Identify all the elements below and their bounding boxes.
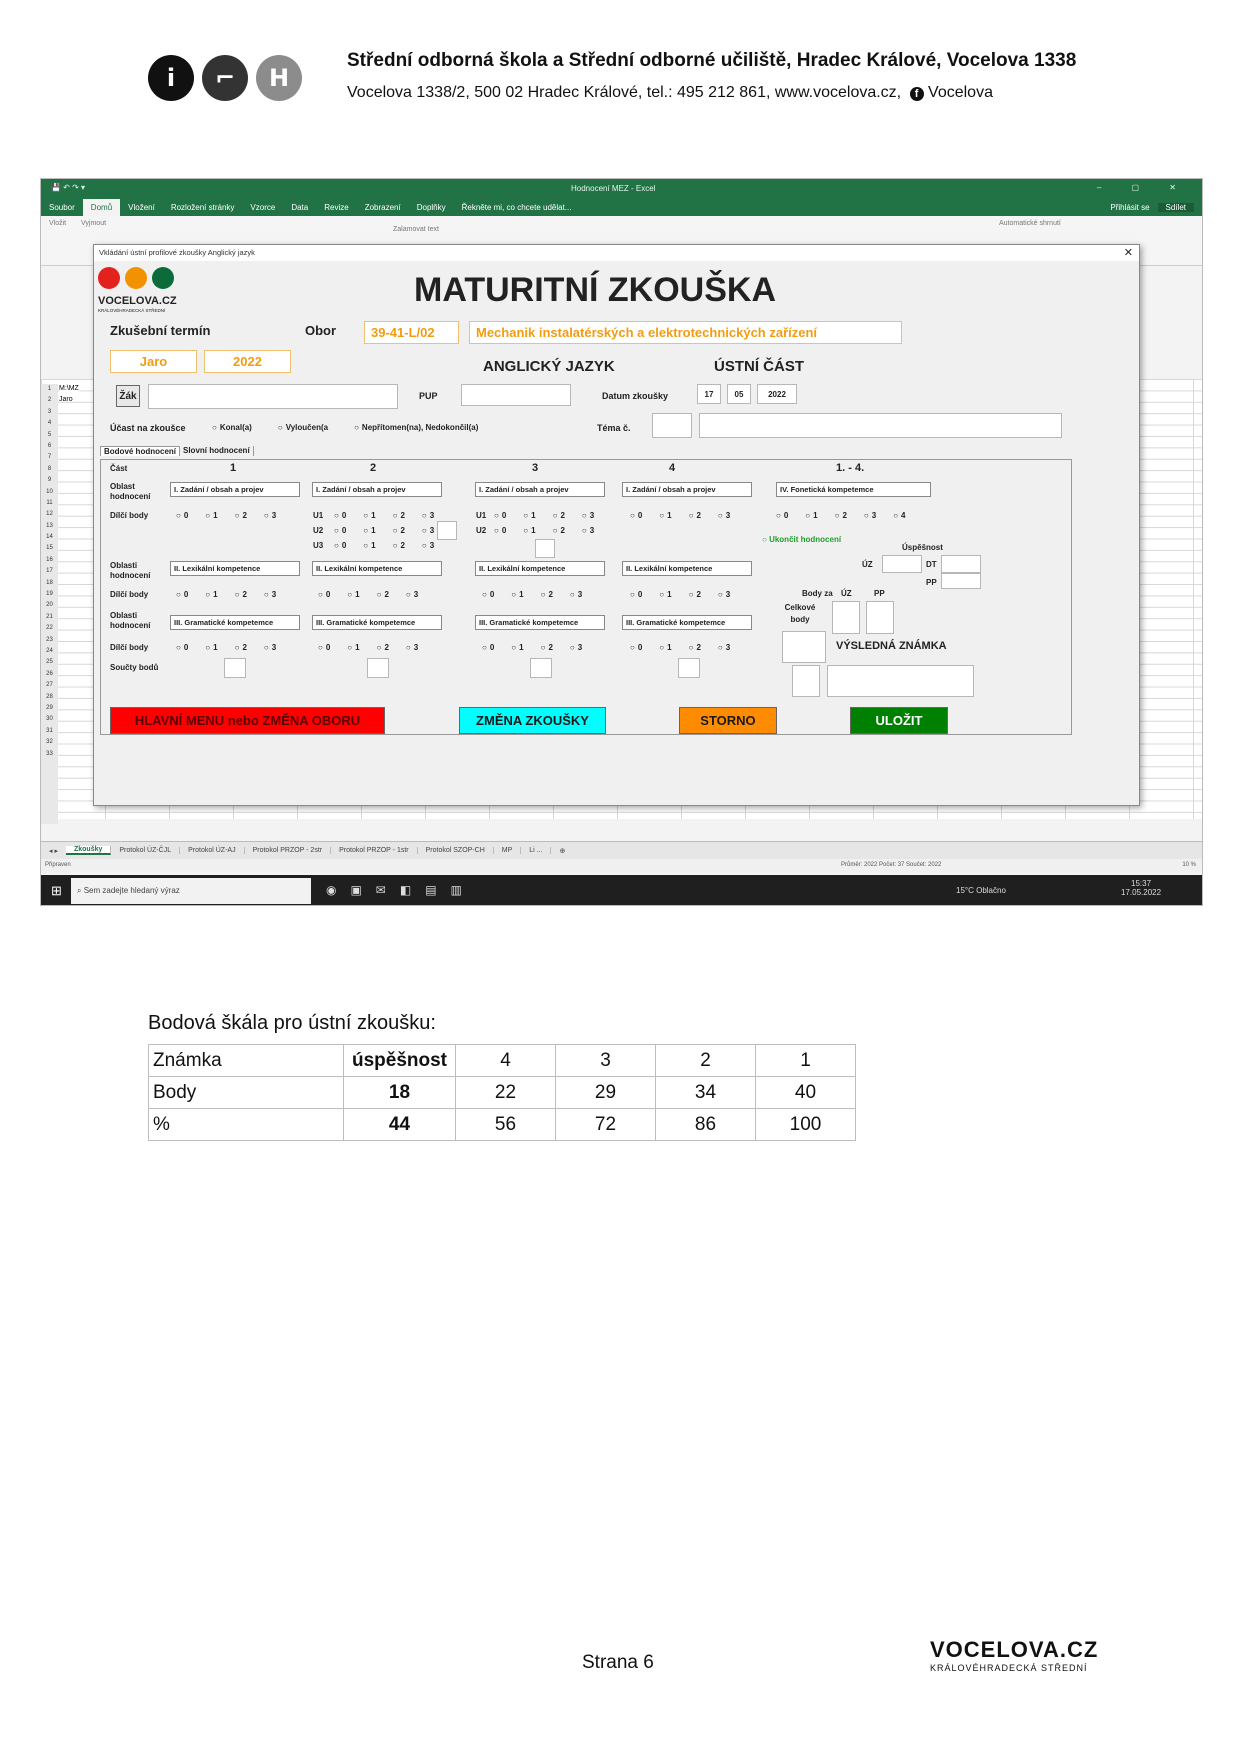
close-icon[interactable]: ✕	[1123, 247, 1133, 259]
area1-part4: I. Zadání / obsah a projev	[622, 482, 752, 497]
logo-green-circle	[152, 267, 174, 289]
add-sheet-icon[interactable]: ⊕	[559, 847, 566, 855]
weather-widget[interactable]: 15°C Oblačno	[956, 886, 1006, 895]
scores-a2-p4: ○ 0 ○ 1 ○ 2 ○ 3	[630, 590, 730, 599]
menu-rozlozeni[interactable]: Rozložení stránky	[170, 203, 235, 212]
form-tabs	[100, 446, 254, 456]
row-number[interactable]: 29	[46, 704, 53, 711]
part-1-header: 1	[230, 462, 237, 474]
part-4-header: 4	[669, 462, 676, 474]
u-total-p2[interactable]	[437, 521, 457, 540]
window-controls[interactable]: – ▢ ✕	[1096, 183, 1190, 192]
tema-label: Téma č.	[597, 423, 631, 433]
body-pp-label: PP	[874, 589, 885, 598]
vysledna-text-field[interactable]	[827, 665, 974, 697]
zak-field[interactable]	[148, 384, 398, 409]
area4-box: IV. Fonetická kompetemce	[776, 482, 931, 497]
scores-a3-p1: ○ 0 ○ 1 ○ 2 ○ 3	[176, 643, 276, 652]
form-caption: Vkládání ústní profilové zkoušky Anglický jazyk	[94, 245, 1139, 261]
tab-bodove[interactable]: Bodové hodnocení	[100, 446, 180, 456]
tell-me-input[interactable]: Řekněte mi, co chcete udělat...	[461, 203, 572, 212]
zak-button[interactable]: Žák	[116, 385, 140, 407]
taskbar-search-input[interactable]: ⌕ Sem zadejte hledaný výraz	[71, 878, 311, 904]
part-3-header: 3	[532, 462, 539, 474]
cell-a2[interactable]: Jaro	[59, 396, 73, 403]
sheet-tab[interactable]: Li ...	[521, 847, 551, 854]
dilci-label-3: Dílčí body	[110, 643, 149, 652]
facebook-icon: f	[910, 87, 924, 101]
row-number[interactable]: 17	[46, 568, 53, 575]
oblasti-label-2: Oblasti hodnocení	[110, 561, 151, 580]
area3-part2: III. Gramatické kompetemce	[312, 615, 442, 630]
scores-a1-p2: ○ 0 ○ 1 ○ 2 ○ 3 ○ 0 ○ 1 ○ 2 ○ 3 ○ 0 ○ 1 ○ 2 ○ 3	[334, 508, 434, 553]
menu-domu[interactable]: Domů	[83, 199, 120, 216]
part-label: ÚSTNÍ ČÁST	[714, 358, 804, 375]
area1-part3: I. Zadání / obsah a projev	[475, 482, 605, 497]
subject-label: ANGLICKÝ JAZYK	[483, 358, 615, 375]
scale-caption: Bodová škála pro ústní zkoušku:	[148, 1012, 436, 1034]
vysledna-number-field[interactable]	[792, 665, 820, 697]
menu-vlozeni[interactable]: Vložení	[128, 203, 155, 212]
row-number[interactable]: 27	[46, 682, 53, 689]
sheet-tab[interactable]: MP	[494, 847, 522, 854]
userform-maturitni-zkouska: Vkládání ústní profilové zkoušky Anglický jazyk ✕ VOCELOVA.CZ KRÁLOVÉHRADECKÁ STŘEDNÍ MATURITNÍ ZKOUŠKA Zkušební termín Obor 39-41-L/02 Mechanik instalatérských a elektrotechnických zařízení Jaro 2022 ANGLICKÝ JAZYK ÚSTNÍ ČÁST Žák PUP Datum zkoušky 17 05 2022 Účast na zkoušce ○ Konal(a) ○ Vyloučen(a ○ Nepřítomen(na), Nedokončil(a) Téma č. Bodové hodnocení Slovní hodnocení Část Oblast hodnocení Dílčí body Oblasti hodnocení Dílčí body Oblasti hodnocení Dílčí body Součty bodů 1 2 3 4 1. - 4. I. Zadání / obsah a projev I. Zadání / obsah a projev I. Zadání / obsah a projev I. Zadání / obsah a projev IV. Fonetická kompetemce ○ 0 ○ 1 ○ 2 ○ 3 U1 U2 U3 ○ 0 ○ 1 ○ 2 ○ 3 ○ 0 ○ 1 ○ 2 ○ 3 ○ 0 ○ 1 ○ 2 ○ 3 U1 U2 ○ 0 ○ 1 ○ 2 ○ 3 ○ 0 ○ 1 ○ 2 ○ 3 ○ 0 ○ 1 ○ 2 ○ 3 ○ 0 ○ 1 ○ 2 ○ 3 ○ 4 ○ Ukončit hodnocení Úspěšnost ÚZ DT PP II. Lexikální kompetence II. Lexikální kompetence II. Lexikální kompetence II. Lexikální kompetence ○ 0 ○ 1 ○ 2 ○ 3 ○ 0 ○ 1 ○ 2 ○ 3 ○ 0 ○ 1 ○ 2 ○ 3 ○ 0 ○ 1 ○ 2 ○ 3 Body za ÚZ PP Celkové body VÝSLEDNÁ ZNÁMKA III. Gramatické kompetemce III. Gramatické kompetemce III. Gramatické kompetemce III. Gramatické kompetemce ○ 0 ○ 1 ○ 2 ○ 3 ○ 0 ○ 1 ○ 2 ○ 3 ○ 0 ○ 1 ○ 2 ○ 3 ○ 0 ○ 1 ○ 2 ○ 3 HLAVNÍ MENU nebo ZMĚNA OBORU ZMĚNA ZKOUŠKY STORNO ULOŽIT	[93, 244, 1140, 806]
logo-circle-h: H	[256, 55, 302, 101]
row-number[interactable]: 9	[47, 477, 52, 484]
sheet-tabs	[41, 841, 1202, 859]
row-number[interactable]: 7	[47, 454, 52, 461]
celkove-body-label: Celkové body	[784, 603, 816, 624]
excel-title-bar: 💾 ↶ ↷ ▾ Hodnocení MEZ - Excel – ▢ ✕	[41, 179, 1202, 199]
excel-screenshot	[40, 178, 1203, 906]
logo-red-circle	[98, 267, 120, 289]
menu-vzorce[interactable]: Vzorce	[250, 203, 276, 212]
main-menu-button[interactable]: HLAVNÍ MENU nebo ZMĚNA OBORU	[110, 707, 385, 734]
u-total-p3[interactable]	[535, 539, 555, 558]
scores-a1-p4: ○ 0 ○ 1 ○ 2 ○ 3	[630, 511, 730, 520]
menu-revize[interactable]: Revize	[324, 203, 349, 212]
body-uz-field[interactable]	[832, 601, 860, 634]
row-headers	[41, 384, 58, 824]
ucast-neprit-radio[interactable]: ○ Nepřítomen(na), Nedokončil(a)	[354, 423, 478, 432]
obor-name-field[interactable]: Mechanik instalatérských a elektrotechnických zařízení	[469, 321, 902, 344]
row-number[interactable]: 26	[46, 670, 53, 677]
sheet-tab[interactable]: Protokol PRZOP - 1str	[331, 847, 418, 854]
sum-part1[interactable]	[224, 658, 246, 678]
area1-part1: I. Zadání / obsah a projev	[170, 482, 300, 497]
oblasti-label-3: Oblasti hodnocení	[110, 611, 151, 630]
row-number[interactable]: 21	[46, 613, 53, 620]
form-title: MATURITNÍ ZKOUŠKA	[414, 271, 776, 309]
row-number[interactable]: 19	[46, 591, 53, 598]
row-number[interactable]: 30	[46, 716, 53, 723]
excel-menu	[41, 199, 1202, 216]
cast-label: Část	[110, 464, 128, 473]
row-number[interactable]: 5	[47, 431, 52, 438]
row-number[interactable]: 15	[46, 545, 53, 552]
row-number[interactable]: 28	[46, 693, 53, 700]
school-address: Vocelova 1338/2, 500 02 Hradec Králové, tel.: 495 212 861, www.vocelova.cz, f Vocelova	[347, 84, 993, 101]
logo-circle-t: ⌐	[202, 55, 248, 101]
uspesnost-label: Úspěšnost	[902, 543, 943, 552]
menu-doplnky[interactable]: Doplňky	[416, 203, 446, 212]
menu-soubor[interactable]: Soubor	[49, 203, 75, 212]
area3-part3: III. Gramatické kompetemce	[475, 615, 605, 630]
uz-label: ÚZ	[862, 560, 873, 569]
area2-part1: II. Lexikální kompetence	[170, 561, 300, 576]
scores-a2-p3: ○ 0 ○ 1 ○ 2 ○ 3	[482, 590, 582, 599]
row-number[interactable]: 12	[46, 511, 53, 518]
termin-label: Zkušební termín	[110, 323, 211, 338]
year-field[interactable]: 2022	[204, 350, 291, 373]
windows-taskbar	[41, 875, 1202, 906]
u-labels-p3: U1 U2	[476, 511, 487, 535]
row-number[interactable]: 22	[46, 625, 53, 632]
ucast-konal-radio[interactable]: ○ Konal(a)	[212, 423, 252, 432]
celkove-body-field[interactable]	[782, 631, 826, 663]
row-number[interactable]: 4	[47, 420, 52, 427]
obor-code-field[interactable]: 39-41-L/02	[364, 321, 459, 344]
sum-part4[interactable]	[678, 658, 700, 678]
area3-part4: III. Gramatické kompetemce	[622, 615, 752, 630]
autosum-button[interactable]: Automatické shrnutí	[999, 220, 1061, 227]
row-number[interactable]: 33	[46, 750, 53, 757]
area2-part4: II. Lexikální kompetence	[622, 561, 752, 576]
area2-part3: II. Lexikální kompetence	[475, 561, 605, 576]
row-number[interactable]: 10	[46, 488, 53, 495]
row-number[interactable]: 8	[47, 465, 52, 472]
storno-button[interactable]: STORNO	[679, 707, 777, 734]
row-number[interactable]: 16	[46, 556, 53, 563]
row-number[interactable]: 31	[46, 727, 53, 734]
body-uz-label: ÚZ	[841, 589, 852, 598]
date-label: Datum zkoušky	[602, 391, 669, 401]
dt-label: DT	[926, 560, 937, 569]
sheet-tab-zkousky[interactable]: Zkoušky	[66, 846, 111, 855]
paste-button[interactable]: Vložit	[49, 220, 67, 227]
status-bar: Připraven Průměr: 2022 Počet: 37 Součet: 2022 10 %	[41, 859, 1202, 873]
ulozit-button[interactable]: ULOŽIT	[850, 707, 948, 734]
oblast-label: Oblast hodnocení	[110, 482, 151, 501]
obor-label: Obor	[305, 323, 337, 338]
scores-a3-p2: ○ 0 ○ 1 ○ 2 ○ 3	[318, 643, 418, 652]
row-number[interactable]: 25	[46, 659, 53, 666]
row-number[interactable]: 24	[46, 647, 53, 654]
part-all-header: 1. - 4.	[836, 462, 865, 474]
scores-a1-p3: ○ 0 ○ 1 ○ 2 ○ 3 ○ 0 ○ 1 ○ 2 ○ 3	[494, 508, 594, 538]
pup-label: PUP	[419, 391, 438, 401]
zoom-level[interactable]: 10 %	[1182, 862, 1196, 868]
date-month-field[interactable]: 05	[727, 384, 751, 404]
ucast-options	[212, 423, 478, 432]
share-button[interactable]: Sdílet	[1158, 203, 1194, 212]
cut-button[interactable]: Vyjmout	[81, 220, 107, 227]
row-number[interactable]: 1	[47, 386, 52, 392]
scale-table	[148, 1044, 856, 1141]
scores-a1-p1: ○ 0 ○ 1 ○ 2 ○ 3	[176, 511, 276, 520]
dilci-label-2: Dílčí body	[110, 590, 149, 599]
menu-zobrazeni[interactable]: Zobrazení	[364, 203, 401, 212]
school-name: Střední odborná škola a Střední odborné učiliště, Hradec Králové, Vocelova 1338	[347, 50, 1077, 71]
quick-access-icons[interactable]: 💾 ↶ ↷ ▾	[51, 183, 86, 192]
date-year-field[interactable]: 2022	[757, 384, 797, 404]
clock[interactable]: 15:37 17.05.2022	[1121, 879, 1162, 897]
row-number[interactable]: 18	[46, 579, 53, 586]
table-row: % 44 56 72 86 100	[149, 1109, 856, 1141]
row-number[interactable]: 13	[46, 522, 53, 529]
scores-a4: ○ 0 ○ 1 ○ 2 ○ 3 ○ 4	[776, 511, 905, 520]
row-number[interactable]: 32	[46, 739, 53, 746]
table-row: Známka úspěšnost 4 3 2 1	[149, 1045, 856, 1077]
dilci-label-1: Dílčí body	[110, 511, 149, 520]
row-number[interactable]: 11	[46, 499, 53, 506]
soucty-label: Součty bodů	[110, 663, 159, 672]
tab-nav-icons[interactable]: ◂ ▸	[49, 847, 58, 855]
scores-a3-p3: ○ 0 ○ 1 ○ 2 ○ 3	[482, 643, 582, 652]
tema-number-field[interactable]	[652, 413, 692, 438]
sheet-tab[interactable]: Protokol ÚZ-ČJL	[111, 847, 180, 854]
table-row: Body 18 22 29 34 40	[149, 1077, 856, 1109]
tema-text-field[interactable]	[699, 413, 1062, 438]
menu-data[interactable]: Data	[291, 203, 309, 212]
ukoncit-radio[interactable]: ○ Ukončit hodnocení	[762, 535, 842, 544]
tab-slovni[interactable]: Slovní hodnocení	[180, 446, 254, 456]
area3-part1: III. Gramatické kompetemce	[170, 615, 300, 630]
area2-part2: II. Lexikální kompetence	[312, 561, 442, 576]
term-field[interactable]: Jaro	[110, 350, 197, 373]
row-number[interactable]: 20	[46, 602, 53, 609]
search-icon: ⌕	[77, 886, 82, 895]
ucast-label: Účast na zkoušce	[110, 423, 186, 433]
windows-start-icon[interactable]: ⊞	[51, 883, 62, 898]
row-number[interactable]: 2	[47, 397, 52, 404]
sum-part3[interactable]	[530, 658, 552, 678]
cell-a1[interactable]: M:\MZ	[59, 385, 79, 392]
scores-a2-p2: ○ 0 ○ 1 ○ 2 ○ 3	[318, 590, 418, 599]
wrap-text-button[interactable]: Zalamovat text	[393, 226, 439, 233]
row-number[interactable]: 6	[47, 442, 52, 449]
pp-field[interactable]	[941, 573, 981, 589]
area1-part2: I. Zadání / obsah a projev	[312, 482, 442, 497]
scores-a3-p4: ○ 0 ○ 1 ○ 2 ○ 3	[630, 643, 730, 652]
sheet-tab[interactable]: Protokol PRZOP - 2str	[245, 847, 332, 854]
uz-field[interactable]	[882, 555, 922, 573]
sum-part2[interactable]	[367, 658, 389, 678]
signin-link[interactable]: Přihlásit se	[1110, 203, 1150, 212]
row-number[interactable]: 3	[47, 408, 52, 415]
date-day-field[interactable]: 17	[697, 384, 721, 404]
sheet-tab[interactable]: Protokol SZOP-CH	[418, 847, 494, 854]
vysledna-label: VÝSLEDNÁ ZNÁMKA	[836, 640, 947, 652]
taskbar-app-icons[interactable]: ◉▣✉◧▤▥	[326, 883, 476, 897]
page-number: Strana 6	[582, 1652, 654, 1673]
sheet-tab[interactable]: Protokol ÚZ-AJ	[180, 847, 244, 854]
zmena-zkousky-button[interactable]: ZMĚNA ZKOUŠKY	[459, 707, 606, 734]
pp-label: PP	[926, 578, 937, 587]
body-za-label: Body za	[802, 589, 833, 598]
row-number[interactable]: 23	[46, 636, 53, 643]
ucast-vyloucen-radio[interactable]: ○ Vyloučen(a	[278, 423, 328, 432]
row-number[interactable]: 14	[46, 534, 53, 541]
u-labels-p2: U1 U2 U3	[313, 511, 324, 550]
logo-circle-i: i	[148, 55, 194, 101]
body-pp-field[interactable]	[866, 601, 894, 634]
scores-a2-p1: ○ 0 ○ 1 ○ 2 ○ 3	[176, 590, 276, 599]
pup-field[interactable]	[461, 384, 571, 406]
dt-field[interactable]	[941, 555, 981, 573]
footer-brand: VOCELOVA.CZ KRÁLOVÉHRADECKÁ STŘEDNÍ	[930, 1637, 1099, 1673]
part-2-header: 2	[370, 462, 377, 474]
logo-orange-circle	[125, 267, 147, 289]
